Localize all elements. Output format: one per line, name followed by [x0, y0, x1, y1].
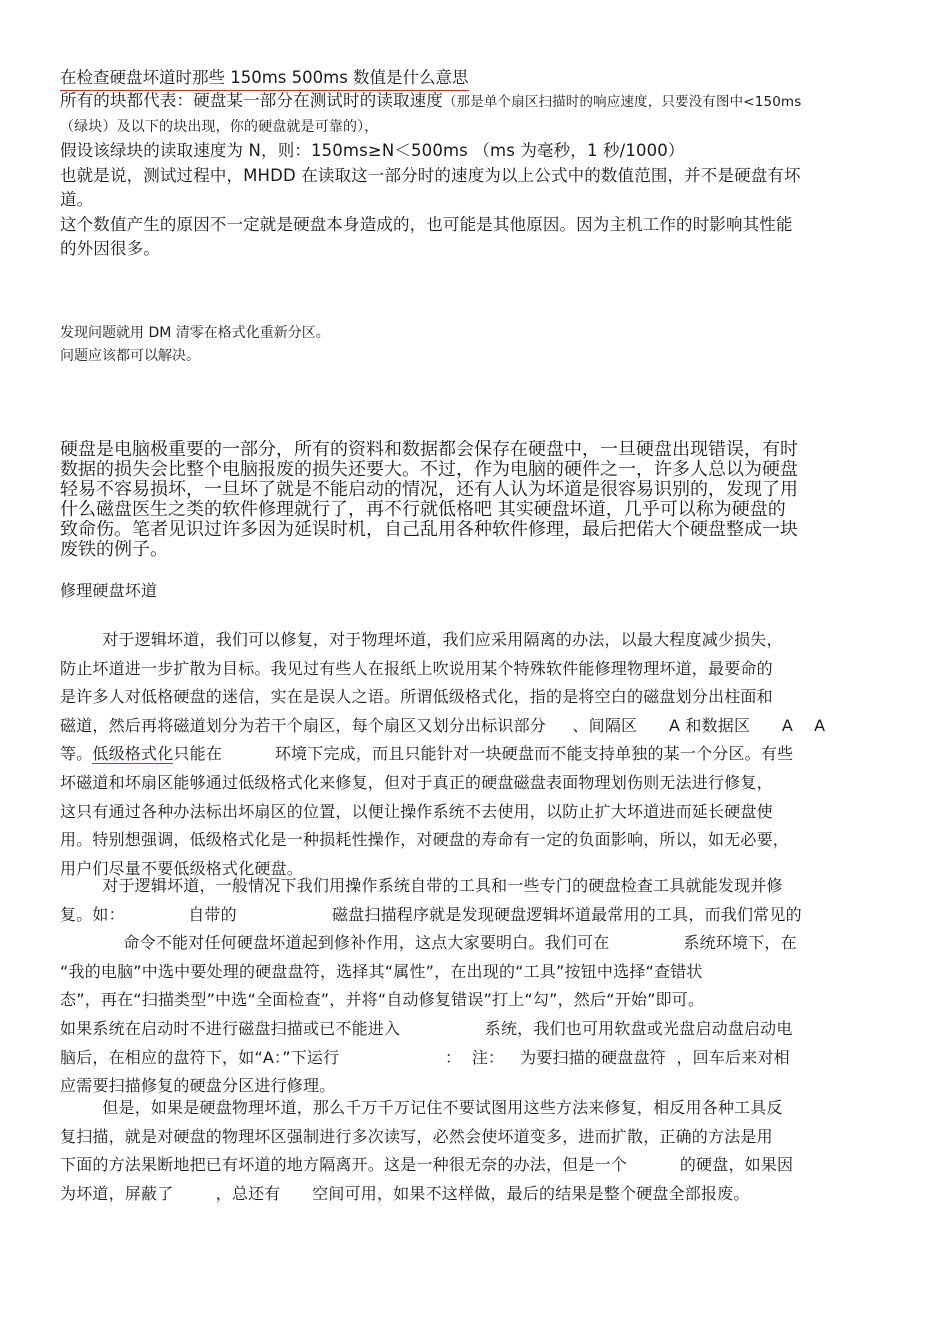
text-line: 坏磁道和坏扇区能够通过低级格式化来修复，但对于真正的硬盘磁盘表面物理划伤则无法进行修复， — [60, 772, 773, 792]
section-intro-paragraph — [60, 440, 910, 560]
text-line: 等。低级格式化只能在 环境下完成，而且只能针对一块硬盘而不能支持单独的某一个分区。有些 — [60, 744, 794, 764]
text-line: 废铁的例子。 — [60, 540, 168, 560]
text-line: （绿块）及以下的块出现，你的硬盘就是可靠的）， — [60, 118, 379, 135]
text-line: 态”，再在“扫描类型”中选“全面检查”，并将“自动修复错误”打上“勾”，然后“开始”即可。 — [60, 990, 705, 1010]
text-line: 但是，如果是硬盘物理坏道，那么千万千万记住不要试图用这些方法来修复，相反用各种工具反 — [60, 1098, 783, 1117]
text-line: 为坏道，屏蔽了 ，总还有 空间可用，如果不这样做，最后的结果是整个硬盘全部报废。 — [60, 1183, 750, 1203]
text-line: 用。特别想强调，低级格式化是一种损耗性操作，对硬盘的寿命有一定的负面影响，所以，如无必要， — [60, 830, 790, 850]
text-line: 什么磁盘医生之类的软件修理就行了，再不行就低格吧 其实硬盘坏道，几乎可以称为硬盘的 — [60, 500, 786, 520]
text-line: 复扫描，就是对硬盘的物理坏区强制进行多次读写，必然会使坏道变多，进而扩散，正确的方法是用 — [60, 1126, 773, 1146]
section-dm-tip — [60, 322, 910, 368]
text-line: 这个数值产生的原因不一定就是硬盘本身造成的，也可能是其他原因。因为主机工作的时影响其性能 — [60, 214, 793, 234]
text-line: 如果系统在启动时不进行磁盘扫描或已不能进入 系统，我们也可用软盘或光盘启动盘启动电 — [60, 1018, 793, 1038]
text-line: 这只有通过各种办法标出坏扇区的位置，以便让操作系统不去使用，以防止扩大坏道进而延长硬盘使 — [60, 801, 773, 821]
paragraph-physical-bad-sectors — [60, 1094, 910, 1208]
text-line: 用户们尽量不要低级格式化硬盘。 — [60, 858, 304, 878]
text-line: 命令不能对任何硬盘坏道起到修补作用，这点大家要明白。我们可在 系统环境下，在 — [60, 933, 797, 953]
text-line: 致命伤。笔者见识过许多因为延误时机，自己乱用各种软件修理，最后把偌大个硬盘整成一块 — [60, 520, 798, 540]
text-line: 轻易不容易损坏，一旦坏了就是不能启动的情况，还有人认为坏道是很容易识别的，发现了用 — [60, 480, 798, 500]
low-level-format-link[interactable]: 低级格式化 — [92, 744, 174, 764]
text-line: 应需要扫描修复的硬盘分区进行修理。 — [60, 1076, 336, 1096]
text-line: 磁道，然后再将磁道划分为若干个扇区，每个扇区又划分出标识部分 、间隔区 A 和数据区 A A — [60, 715, 826, 735]
section-heading: 修理硬盘坏道 — [60, 581, 158, 600]
text-line: 假设该绿块的读取速度为 N，则：150ms≥N＜500ms （ms 为毫秒，1 秒/1000） — [60, 141, 685, 160]
text-line: 也就是说，测试过程中，MHDD 在读取这一部分时的速度为以上公式中的数值范围，并不是硬盘有坏 — [60, 165, 801, 185]
text-line: 数据的损失会比整个电脑报废的损失还要大。不过，作为电脑的硬件之一，许多人总以为硬盘 — [60, 460, 798, 480]
text-line: 问题应该都可以解决。 — [60, 348, 200, 364]
text-line: “我的电脑”中选中要处理的硬盘盘符，选择其“属性”，在出现的“工具”按钮中选择“查错状 — [60, 961, 703, 981]
text-line: 硬盘是电脑极重要的一部分，所有的资料和数据都会保存在硬盘中，一旦硬盘出现错误，有时 — [60, 440, 798, 460]
text-line: 是许多人对低格硬盘的迷信，实在是误人之语。所谓低级格式化，指的是将空白的磁盘划分出柱面和 — [60, 687, 773, 707]
text-line: 所有的块都代表：硬盘某一部分在测试时的读取速度（那是单个扇区扫描时的响应速度，只要没有图中<150ms — [60, 91, 802, 110]
paragraph-logical-bad-sectors — [60, 626, 910, 883]
text-line: 对于逻辑坏道，一般情况下我们用操作系统自带的工具和一些专门的硬盘检查工具就能发现并修 — [60, 876, 783, 895]
text-line: 发现问题就用 DM 清零在格式化重新分区。 — [60, 325, 330, 341]
paragraph-repair-tools — [60, 872, 910, 1101]
page-title: 在检查硬盘坏道时那些 150ms 500ms 数值是什么意思 — [60, 68, 469, 91]
text-line: 道。 — [60, 190, 94, 209]
text-line: 下面的方法果断地把已有坏道的地方隔离开。这是一种很无奈的办法，但是一个 的硬盘，如果因 — [60, 1155, 794, 1175]
text-line: 对于逻辑坏道，我们可以修复，对于物理坏道，我们应采用隔离的办法，以最大程度减少损失， — [60, 630, 783, 649]
text-line: 复。如： 自带的 磁盘扫描程序就是发现硬盘逻辑坏道最常用的工具，而我们常见的 — [60, 904, 802, 924]
text-line: 脑后，在相应的盘符下，如“A：”下运行 ： 注： 为要扫描的硬盘盘符 ，回车后来对相 — [60, 1047, 790, 1067]
text-line: 防止坏道进一步扩散为目标。我见过有些人在报纸上吹说用某个特殊软件能修理物理坏道，最要命的 — [60, 658, 773, 678]
section-mhdd-explanation — [60, 89, 910, 262]
text-line: 的外因很多。 — [60, 239, 160, 258]
